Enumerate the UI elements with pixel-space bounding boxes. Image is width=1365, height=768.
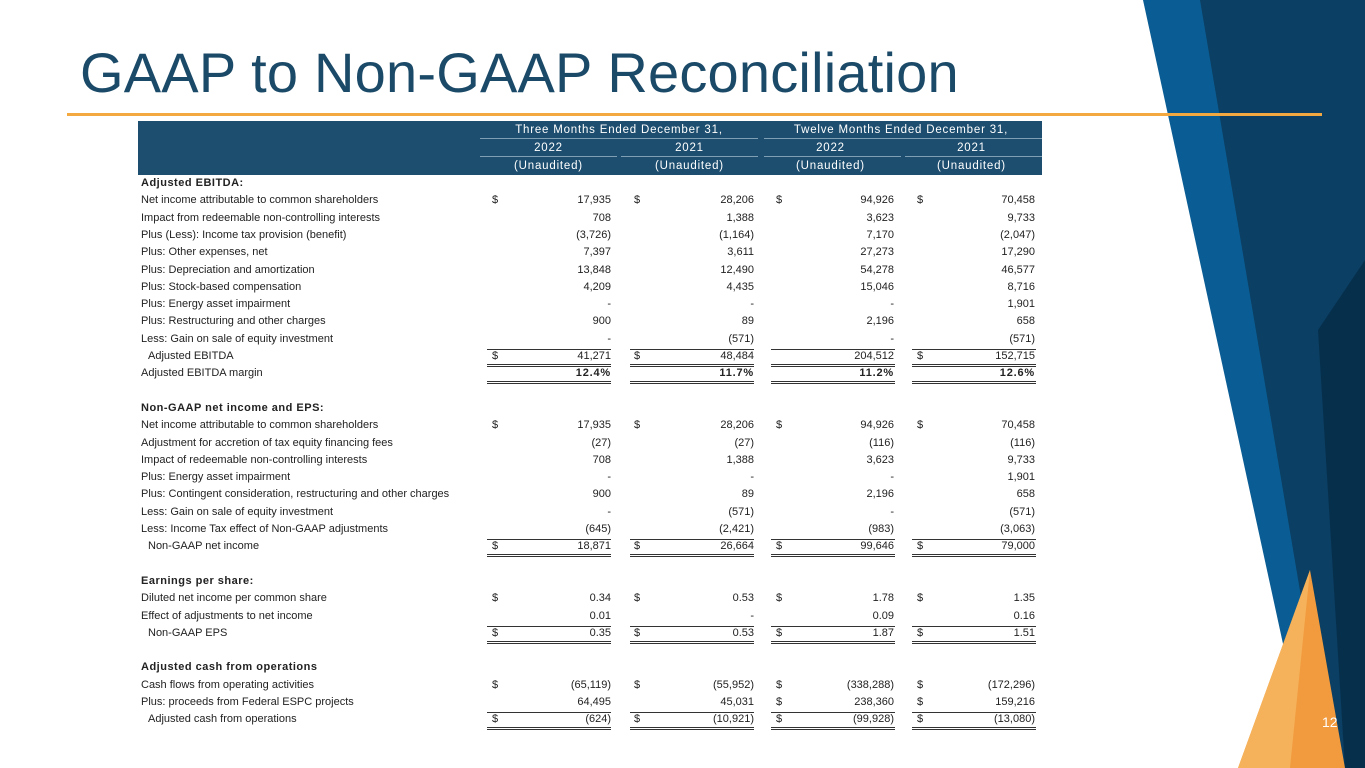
cell-value: (624) [585, 713, 611, 726]
dollar-sign: $ [492, 678, 499, 691]
cell-value: (3,726) [576, 228, 611, 241]
dollar-sign: $ [492, 350, 499, 362]
dollar-sign: $ [917, 194, 924, 207]
cell-value: 12.4% [575, 367, 611, 380]
subtotal-rule [771, 349, 895, 350]
dollar-sign: $ [634, 419, 641, 432]
cell-value: (3,063) [1000, 523, 1035, 535]
cell-value: 89 [741, 315, 754, 328]
table-row [138, 522, 1042, 539]
cell-value: (2,047) [1000, 228, 1035, 241]
cell-value: 70,458 [1001, 419, 1035, 432]
row-label: Plus (Less): Income tax provision (benefit) [141, 228, 347, 241]
dollar-sign: $ [776, 592, 783, 605]
subtotal-rule [912, 539, 1036, 540]
row-label: Net income attributable to common shareholders [141, 419, 379, 432]
cell-value: 54,278 [860, 263, 894, 276]
row-label: Adjusted cash from operations [141, 661, 318, 674]
cell-value: 9,733 [1007, 453, 1035, 466]
cell-value: 99,646 [860, 540, 894, 553]
cell-value: - [750, 609, 754, 622]
section-heading-row [138, 574, 1042, 591]
dollar-sign: $ [634, 592, 641, 605]
subtotal-rule [487, 539, 611, 540]
dollar-sign: $ [634, 350, 641, 362]
subtotal-rule [630, 349, 754, 350]
cell-value: 204,512 [854, 350, 894, 362]
row-label: Adjusted EBITDA [148, 350, 234, 362]
subtotal-rule [912, 626, 1036, 627]
cell-value: 1.78 [872, 592, 894, 605]
table-row [138, 505, 1042, 522]
cell-value: 3,623 [866, 211, 894, 224]
cell-value: 12,490 [720, 263, 754, 276]
row-label: Plus: Restructuring and other charges [141, 315, 326, 328]
table-row [138, 280, 1042, 297]
cell-value: 17,935 [577, 419, 611, 432]
cell-value: 0.53 [732, 592, 754, 605]
cell-value: 48,484 [720, 350, 754, 362]
dollar-sign: $ [492, 540, 499, 553]
row-label: Effect of adjustments to net income [141, 609, 313, 622]
cell-value: 89 [741, 488, 754, 501]
cell-value: (338,288) [846, 678, 894, 691]
cell-value: 1.51 [1013, 626, 1035, 639]
cell-value: (65,119) [570, 678, 611, 691]
row-label: Plus: Other expenses, net [141, 246, 268, 259]
cell-value: 4,435 [726, 280, 754, 293]
dollar-sign: $ [492, 194, 499, 207]
dollar-sign: $ [492, 713, 499, 726]
dollar-sign: $ [776, 194, 783, 207]
cell-value: 46,577 [1001, 263, 1035, 276]
table-row [138, 436, 1042, 453]
section-heading-row [138, 401, 1042, 418]
dollar-sign: $ [917, 626, 924, 639]
cell-value: - [890, 505, 894, 518]
row-label: Plus: Stock-based compensation [141, 280, 302, 293]
cell-value: 900 [592, 488, 611, 501]
cell-value: 41,271 [577, 350, 611, 362]
cell-value: 45,031 [720, 696, 754, 708]
cell-value: 159,216 [995, 696, 1035, 708]
header-unaudited: (Unaudited) [655, 160, 724, 172]
dollar-sign: $ [492, 626, 499, 639]
table-row [138, 263, 1042, 280]
subtotal-rule [771, 539, 895, 540]
row-label: Non-GAAP net income [148, 540, 260, 553]
dollar-sign: $ [917, 419, 924, 432]
row-label: Plus: Depreciation and amortization [141, 263, 315, 276]
subtotal-rule [630, 626, 754, 627]
cell-value: 708 [592, 453, 611, 466]
row-label: Less: Gain on sale of equity investment [141, 332, 333, 345]
cell-value: 0.09 [872, 609, 894, 622]
table-row [138, 332, 1042, 349]
table-row [138, 695, 1042, 712]
cell-value: 26,664 [720, 540, 754, 553]
cell-value: 15,046 [860, 280, 894, 293]
row-label: Impact of redeemable non-controlling interests [141, 453, 368, 466]
cell-value: 3,623 [866, 453, 894, 466]
slide-number: 12 [1322, 714, 1338, 730]
row-label: Plus: proceeds from Federal ESPC projects [141, 696, 354, 708]
header-year: 2021 [675, 142, 704, 154]
table-row [138, 211, 1042, 228]
cell-value: 238,360 [854, 696, 894, 708]
spacer-row [138, 557, 1042, 574]
cell-value: 70,458 [1001, 194, 1035, 207]
row-label: Non-GAAP net income and EPS: [141, 401, 325, 414]
cell-value: 152,715 [995, 350, 1035, 362]
table-row [138, 366, 1042, 383]
cell-value: - [607, 332, 611, 345]
header-unaudited: (Unaudited) [514, 160, 583, 172]
cell-value: 0.53 [732, 626, 754, 639]
cell-value: - [890, 471, 894, 484]
cell-value: 900 [592, 315, 611, 328]
table-header-band [138, 121, 1042, 175]
table-row [138, 609, 1042, 626]
cell-value: 3,611 [727, 246, 754, 259]
dollar-sign: $ [917, 350, 924, 362]
cell-value: 0.16 [1013, 609, 1035, 622]
cell-value: - [607, 298, 611, 311]
row-label: Non-GAAP EPS [148, 626, 228, 639]
cell-value: 27,273 [860, 246, 894, 259]
cell-value: 1.35 [1013, 592, 1035, 605]
dollar-sign: $ [776, 713, 783, 726]
cell-value: 0.01 [589, 609, 611, 622]
cell-value: 658 [1016, 488, 1035, 501]
dollar-sign: $ [776, 419, 783, 432]
cell-value: 7,170 [866, 228, 894, 241]
table-row [138, 470, 1042, 487]
title-underline-rule [67, 113, 1322, 116]
row-label: Cash flows from operating activities [141, 678, 315, 691]
table-row [138, 453, 1042, 470]
cell-value: (571) [728, 505, 754, 518]
cell-value: (571) [1009, 332, 1035, 345]
cell-value: 0.34 [589, 592, 611, 605]
dollar-sign: $ [492, 419, 499, 432]
header-twelve-months: Twelve Months Ended December 31, [793, 124, 1009, 136]
cell-value: - [750, 471, 754, 484]
row-label: Net income attributable to common shareholders [141, 194, 379, 207]
subtotal-rule [771, 626, 895, 627]
dollar-sign: $ [634, 678, 641, 691]
dollar-sign: $ [917, 678, 924, 691]
subtotal-rule [487, 626, 611, 627]
table-row [138, 245, 1042, 262]
section-heading-row [138, 176, 1042, 193]
total-double-rule [487, 727, 611, 730]
table-row [138, 314, 1042, 331]
cell-value: 79,000 [1001, 540, 1035, 553]
row-label: Less: Income Tax effect of Non-GAAP adjustments [141, 523, 389, 535]
row-label: Less: Gain on sale of equity investment [141, 505, 333, 518]
cell-value: (27) [591, 436, 611, 449]
cell-value: (172,296) [987, 678, 1035, 691]
row-label: Plus: Energy asset impairment [141, 298, 291, 311]
subtotal-rule [487, 349, 611, 350]
cell-value: 7,397 [583, 246, 611, 259]
dollar-sign: $ [917, 713, 924, 726]
header-three-months: Three Months Ended December 31, [515, 124, 723, 136]
table-row [138, 228, 1042, 245]
cell-value: (645) [585, 523, 611, 535]
row-label: Plus: Contingent consideration, restructuring and other charges [141, 488, 450, 501]
dollar-sign: $ [917, 592, 924, 605]
cell-value: (2,421) [719, 523, 754, 535]
dollar-sign: $ [776, 678, 783, 691]
table-row [138, 539, 1042, 556]
dollar-sign: $ [634, 540, 641, 553]
dollar-sign: $ [917, 540, 924, 553]
cell-value: 28,206 [720, 419, 754, 432]
total-double-rule [771, 727, 895, 730]
total-double-rule [912, 727, 1036, 730]
table-row [138, 712, 1042, 729]
cell-value: 17,290 [1001, 246, 1035, 259]
cell-value: 12.6% [999, 367, 1035, 380]
cell-value: (10,921) [713, 713, 754, 726]
dollar-sign: $ [917, 696, 924, 708]
header-unaudited: (Unaudited) [937, 160, 1006, 172]
dollar-sign: $ [776, 626, 783, 639]
table-row [138, 678, 1042, 695]
subtotal-rule [912, 712, 1036, 713]
cell-value: 94,926 [860, 419, 894, 432]
cell-value: 708 [592, 211, 611, 224]
table-row [138, 418, 1042, 435]
cell-value: 2,196 [866, 488, 894, 501]
cell-value: 94,926 [860, 194, 894, 207]
subtotal-rule [630, 712, 754, 713]
subtotal-rule [771, 712, 895, 713]
table-row [138, 591, 1042, 608]
header-year: 2021 [957, 142, 986, 154]
table-row [138, 349, 1042, 366]
dollar-sign: $ [776, 696, 783, 708]
table-row [138, 626, 1042, 643]
row-label: Adjusted EBITDA margin [141, 367, 263, 380]
page-title: GAAP to Non-GAAP Reconciliation [80, 41, 959, 104]
header-year: 2022 [816, 142, 845, 154]
row-label: Impact from redeemable non-controlling interests [141, 211, 381, 224]
row-label: Adjustment for accretion of tax equity financing fees [141, 436, 393, 449]
dollar-sign: $ [634, 194, 641, 207]
cell-value: (99,928) [853, 713, 894, 726]
cell-value: 17,935 [577, 194, 611, 207]
header-unaudited: (Unaudited) [796, 160, 865, 172]
row-label: Adjusted cash from operations [148, 713, 297, 726]
cell-value: 4,209 [583, 280, 611, 293]
dollar-sign: $ [776, 540, 783, 553]
cell-value: 0.35 [589, 626, 611, 639]
cell-value: 11.7% [719, 367, 754, 380]
dollar-sign: $ [634, 626, 641, 639]
cell-value: 658 [1016, 315, 1035, 328]
cell-value: - [750, 298, 754, 311]
subtotal-rule [912, 349, 1036, 350]
row-label: Earnings per share: [141, 574, 254, 587]
cell-value: (27) [734, 436, 754, 449]
cell-value: (55,952) [713, 678, 754, 691]
row-label: Adjusted EBITDA: [141, 177, 244, 189]
cell-value: - [607, 505, 611, 518]
table-row [138, 297, 1042, 314]
cell-value: - [890, 298, 894, 311]
cell-value: 13,848 [577, 263, 611, 276]
cell-value: 1,901 [1007, 298, 1035, 311]
dollar-sign: $ [634, 713, 641, 726]
spacer-row [138, 643, 1042, 660]
cell-value: 18,871 [577, 540, 611, 553]
cell-value: (1,164) [719, 228, 754, 241]
cell-value: (116) [1010, 436, 1035, 449]
cell-value: 1.87 [872, 626, 894, 639]
total-double-rule [630, 727, 754, 730]
cell-value: (571) [1009, 505, 1035, 518]
subtotal-rule [487, 712, 611, 713]
cell-value: (571) [728, 332, 754, 345]
cell-value: 11.2% [859, 367, 894, 380]
cell-value: 8,716 [1007, 280, 1035, 293]
subtotal-rule [630, 539, 754, 540]
cell-value: (983) [868, 523, 894, 535]
cell-value: 1,388 [726, 211, 754, 224]
cell-value: 2,196 [866, 315, 894, 328]
row-label: Diluted net income per common share [141, 592, 327, 605]
table-row [138, 487, 1042, 504]
section-heading-row [138, 660, 1042, 677]
spacer-row [138, 384, 1042, 401]
cell-value: 1,901 [1007, 471, 1035, 484]
cell-value: 64,495 [577, 696, 611, 708]
cell-value: 1,388 [726, 453, 754, 466]
cell-value: (116) [869, 436, 894, 449]
header-year: 2022 [534, 142, 563, 154]
cell-value: 28,206 [720, 194, 754, 207]
cell-value: 9,733 [1007, 211, 1035, 224]
cell-value: - [890, 332, 894, 345]
cell-value: (13,080) [994, 713, 1035, 726]
table-row [138, 193, 1042, 210]
row-label: Plus: Energy asset impairment [141, 471, 291, 484]
cell-value: - [607, 471, 611, 484]
dollar-sign: $ [492, 592, 499, 605]
